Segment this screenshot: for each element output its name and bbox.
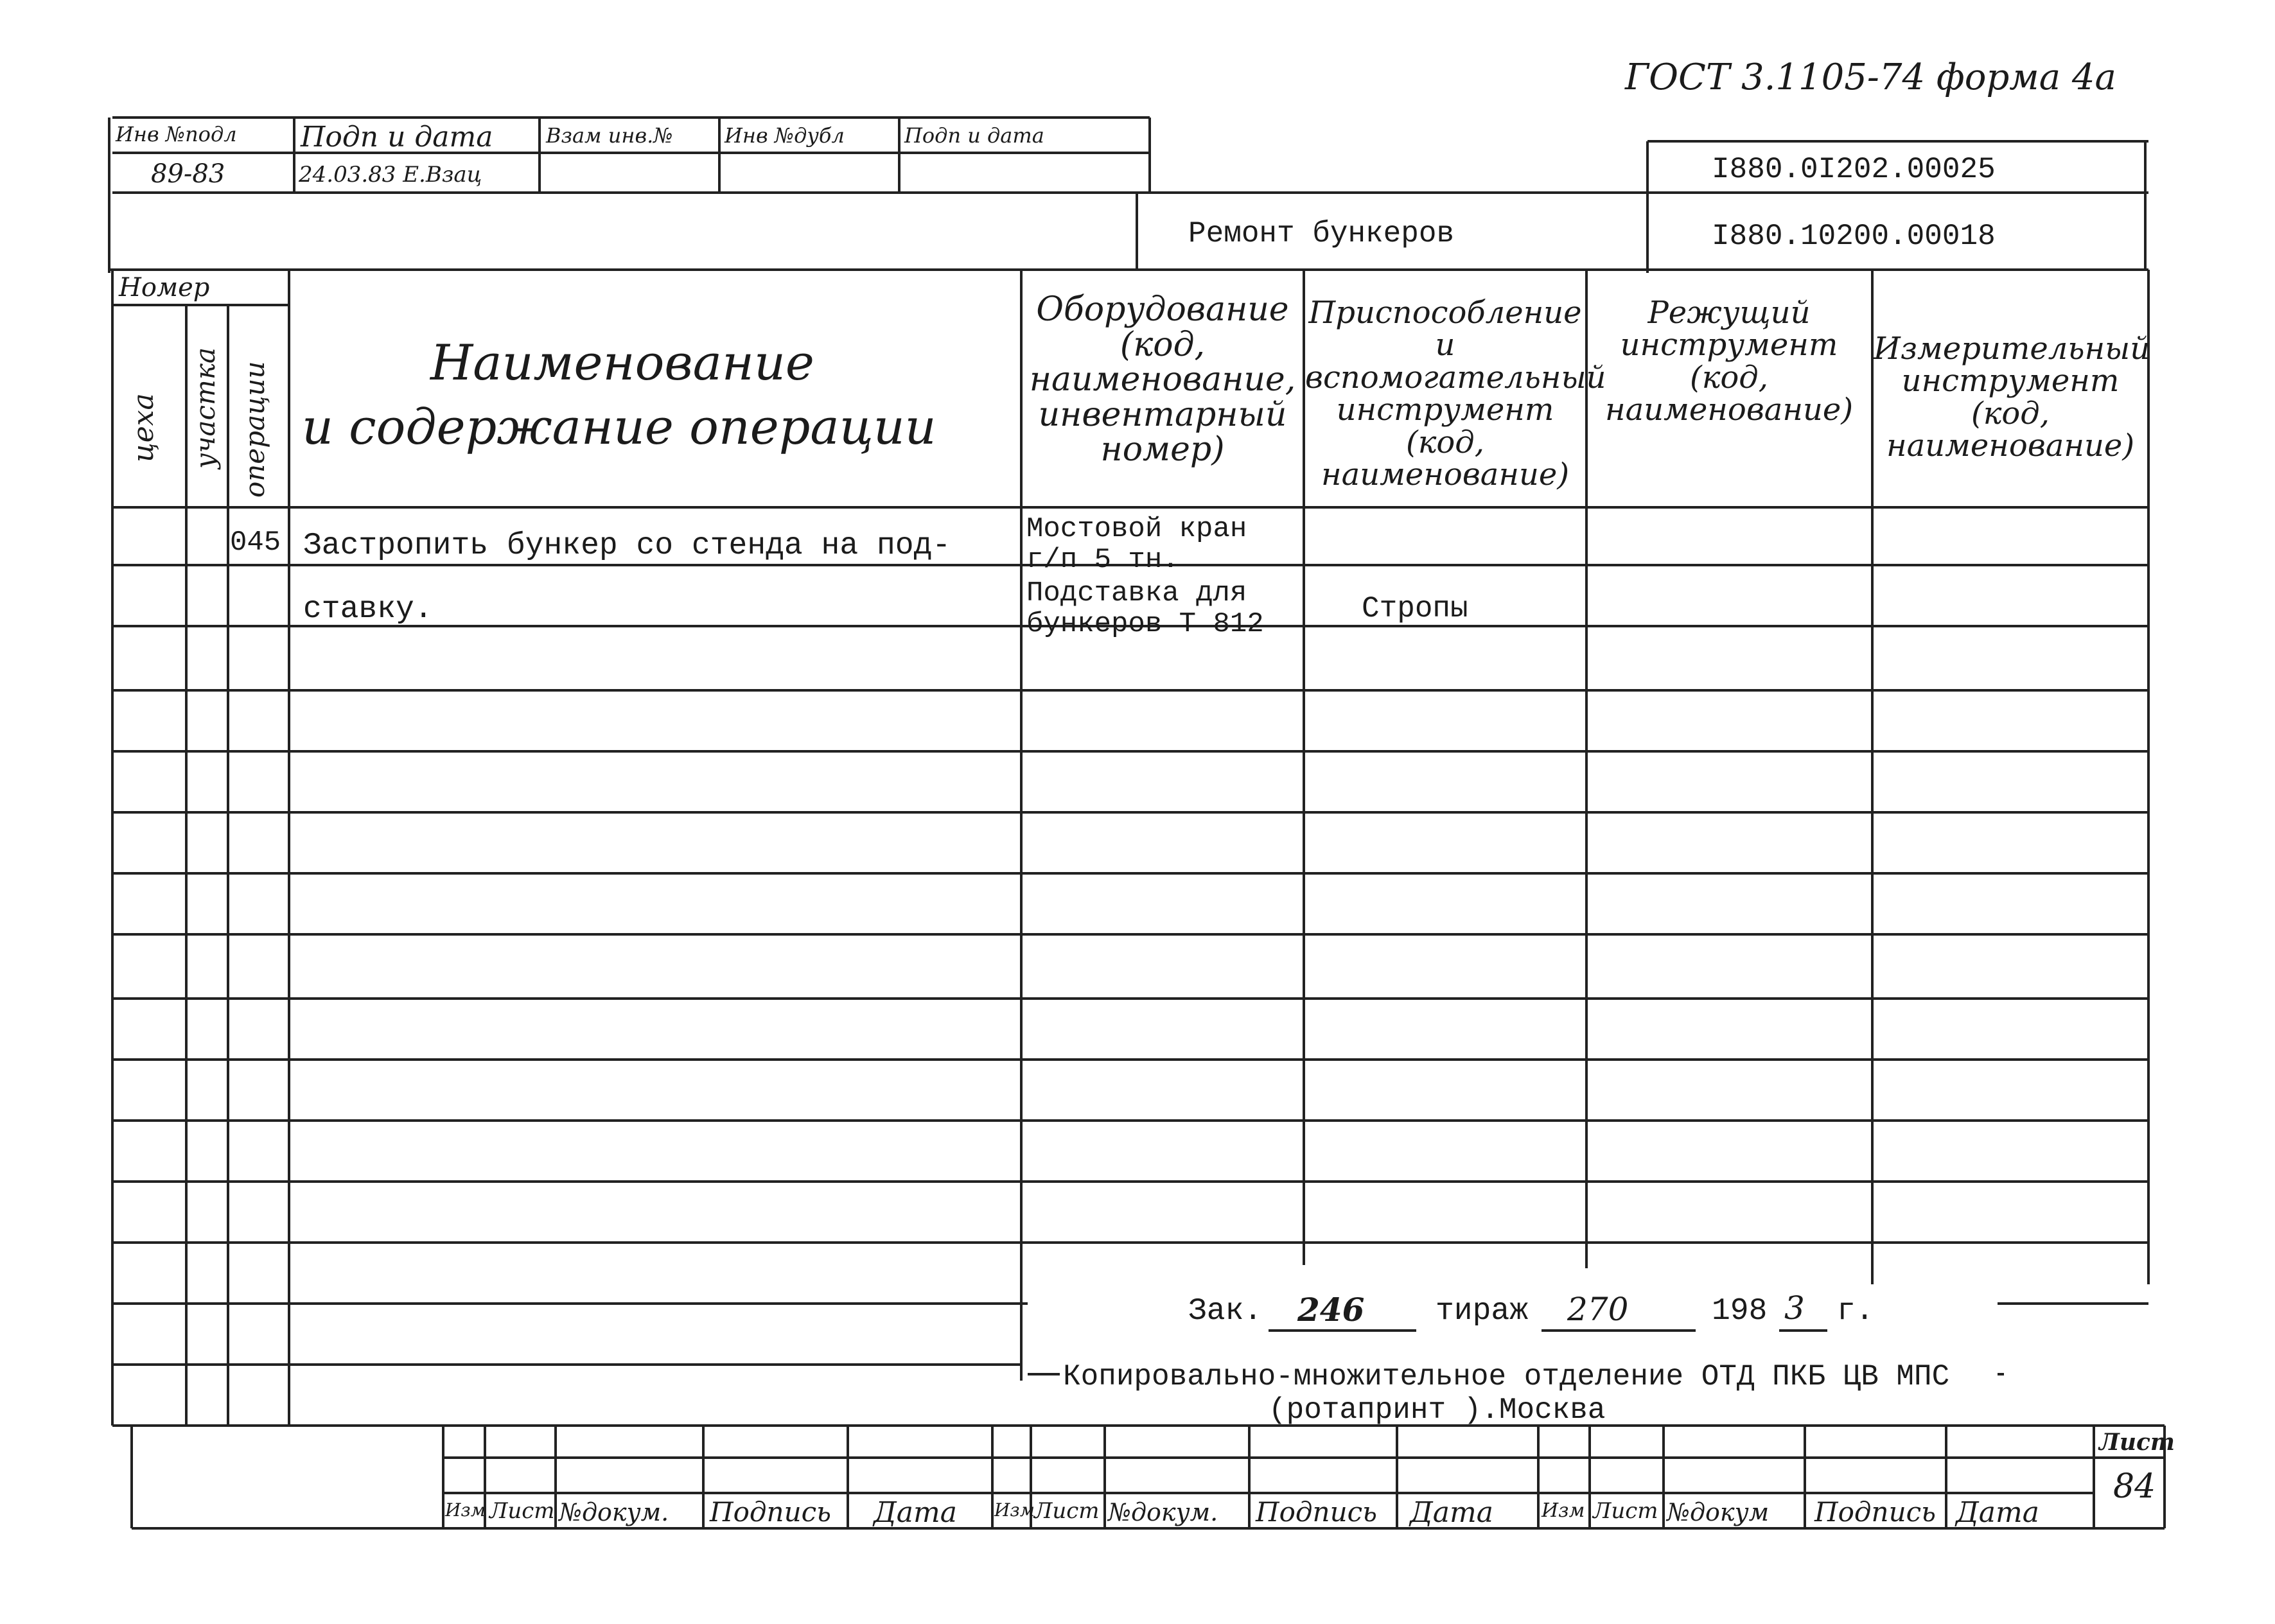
footer-list-3: Лист: [1593, 1498, 1658, 1524]
header-name-content: и содержание операции: [302, 398, 936, 455]
order-value: 246: [1297, 1291, 1365, 1329]
footer-list-2: Лист: [1034, 1498, 1100, 1524]
row-2-equipment: Подставка для бункеров Т 812: [1026, 577, 1264, 641]
print-run-value: 270: [1567, 1291, 1629, 1328]
stamp-value-podp-data: 24.03.83 Е.Взац: [299, 162, 482, 188]
row-1-equipment: Мостовой кран г/п 5 тн.: [1026, 513, 1247, 577]
footer-sign-3: Подпись: [1814, 1496, 1937, 1528]
header-cekha: цеха: [127, 393, 160, 462]
row-1-operation-text: Застропить бункер со стенда на под-: [303, 528, 951, 563]
footer-date-2: Дата: [1410, 1496, 1493, 1529]
doc-number-top: I880.0I202.00025: [1712, 153, 1996, 186]
document-title: Ремонт бункеров: [1188, 217, 1455, 250]
footer-list-1: Лист: [489, 1498, 555, 1524]
print-run-label: тираж: [1436, 1294, 1529, 1329]
stamp-value-inv-podl: 89-83: [151, 159, 225, 189]
footer-izm-2: Изм: [994, 1499, 1035, 1521]
doc-number-second: I880.10200.00018: [1712, 220, 1996, 253]
footer-doc-3: №докум: [1667, 1498, 1770, 1526]
footer-doc-2: №докум.: [1108, 1498, 1218, 1526]
publisher-line-1: Копировально-множительное отделение ОТД ПКБ ЦВ МПС: [1063, 1360, 1950, 1393]
header-nomer: Номер: [119, 273, 210, 302]
header-name: Наименование: [430, 334, 814, 391]
year-suffix: г.: [1837, 1294, 1874, 1329]
footer-date-1: Дата: [874, 1496, 957, 1529]
order-label: Зак.: [1188, 1294, 1263, 1329]
stamp-header-inv-podl: Инв №подл: [116, 122, 237, 146]
header-equipment: Оборудование (код, наименование, инвентарный номер): [1029, 290, 1296, 469]
year-value: 3: [1784, 1289, 1805, 1327]
header-operacii: операции: [239, 361, 270, 498]
header-measuring: Измерительный инструмент (код, наименование): [1874, 331, 2150, 464]
footer-sign-2: Подпись: [1256, 1496, 1378, 1528]
publisher-line-2: (ротапринт ).Москва: [1269, 1393, 1606, 1427]
stamp-header-inv-dubl: Инв №дубл: [725, 123, 845, 148]
row-2-fixture: Стропы: [1362, 592, 1468, 625]
year-prefix: 198: [1712, 1294, 1768, 1329]
stamp-header-vzam-inv: Взам инв.№: [546, 123, 673, 148]
header-fixture: Приспособление и вспомогательный инструмент (код, наименование): [1305, 295, 1606, 493]
sheet-label: Лист: [2099, 1429, 2175, 1456]
header-uchastka: участка: [189, 347, 221, 469]
header-cutting: Режущий инструмент (код, наименование): [1604, 295, 1854, 428]
stamp-header-podp-data: Подп и дата: [301, 121, 493, 153]
footer-date-3: Дата: [1956, 1496, 2039, 1529]
form-code: ГОСТ 3.1105-74 форма 4а: [1625, 57, 2116, 98]
footer-sign-1: Подпись: [710, 1496, 832, 1528]
footer-doc-1: №докум.: [559, 1498, 669, 1526]
stamp-header-podp-data-2: Подп и дата: [904, 123, 1044, 148]
footer-izm-1: Изм: [445, 1499, 486, 1521]
row-2-operation-text: ставку.: [303, 592, 433, 627]
row-1-operation-number: 045: [230, 527, 281, 559]
sheet-number: 84: [2113, 1467, 2156, 1506]
footer-izm-3: Изм: [1542, 1499, 1585, 1522]
